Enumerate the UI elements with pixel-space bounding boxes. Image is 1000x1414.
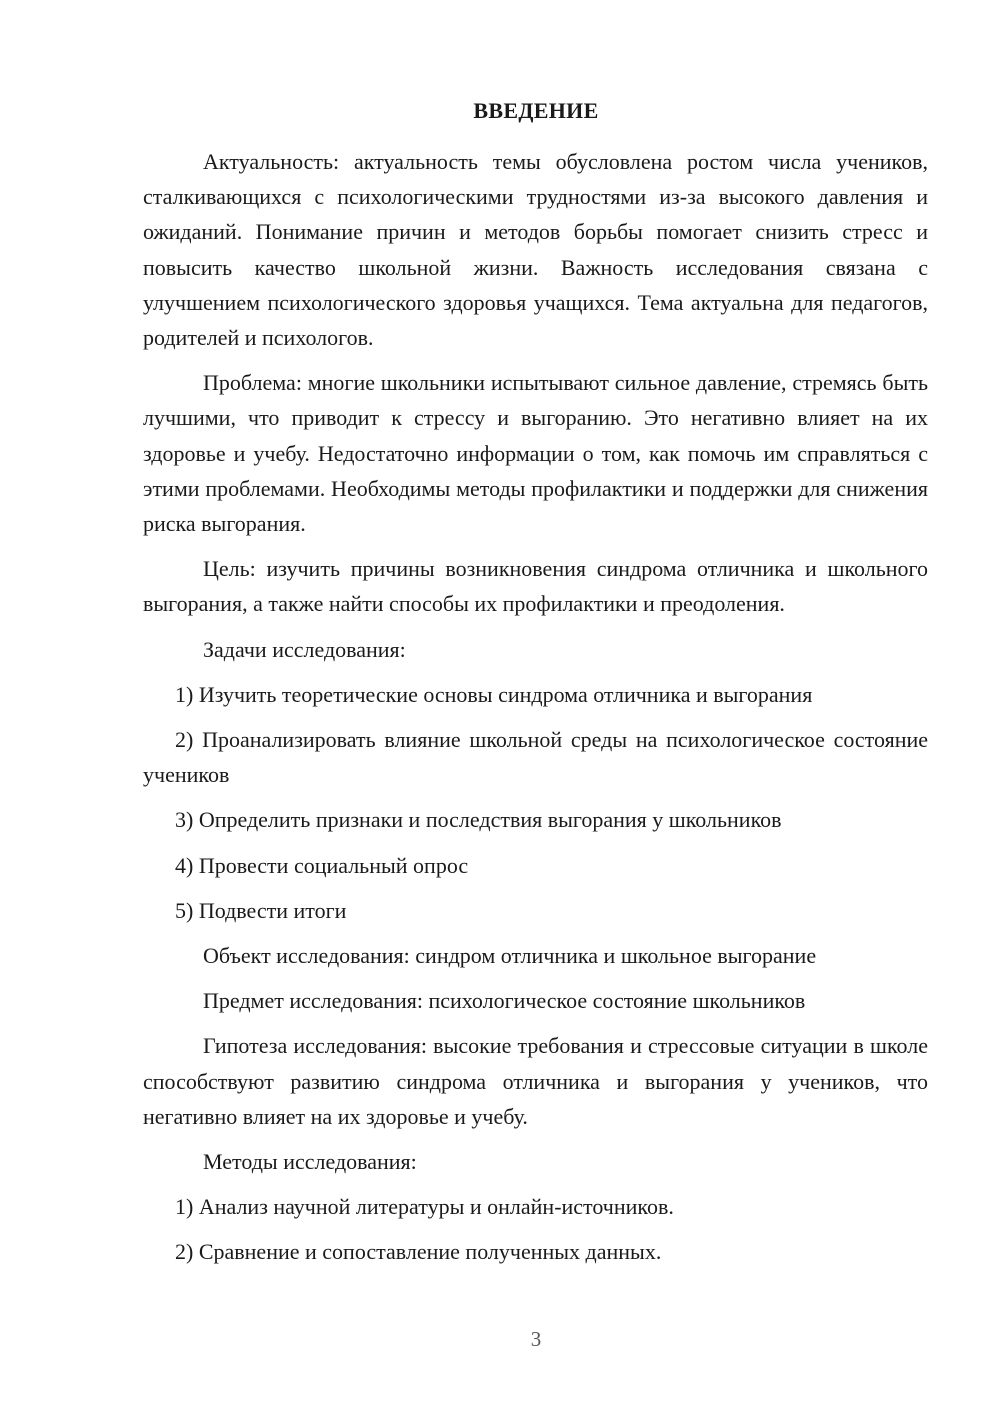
- task-item: 3) Определить признаки и последствия выгорания у школьников: [175, 807, 782, 833]
- goal-paragraph: Цель: изучить причины возникновения синдрома отличника и школьного выгорания, а также найти способы их профилактики и преодоления.: [143, 556, 928, 617]
- page-number: 3: [530, 1327, 542, 1351]
- document-body: [143, 144, 928, 1280]
- subject-paragraph: Предмет исследования: психологическое состояние школьников: [203, 988, 806, 1014]
- methods-heading: Методы исследования:: [203, 1149, 417, 1175]
- method-item: 1) Анализ научной литературы и онлайн-источников.: [175, 1194, 674, 1220]
- task-item: 2) Проанализировать влияние школьной среды на психологическое состояние учеников: [143, 727, 928, 788]
- relevance-paragraph: Актуальность: актуальность темы обусловлена ростом числа учеников, сталкивающихся с психологическими трудностями из-за высокого давления и ожиданий. Понимание причин и методов борьбы помогает снизить стресс и повысить качество школьной жизни. Важность исследования связана с улучшением психологического здоровья учащихся. Тема актуальна для педагогов, родителей и психологов.: [143, 149, 928, 351]
- task-item: 4) Провести социальный опрос: [175, 852, 469, 878]
- tasks-heading: Задачи исследования:: [203, 636, 406, 662]
- problem-paragraph: Проблема: многие школьники испытывают сильное давление, стремясь быть лучшими, что приводит к стрессу и выгоранию. Это негативно влияет на их здоровье и учебу. Недостаточно информации о том, как помочь им справляться с этими проблемами. Необходимы методы профилактики и поддержки для снижения риска выгорания.: [143, 370, 928, 537]
- hypothesis-paragraph: Гипотеза исследования: высокие требования и стрессовые ситуации в школе способствуют развитию синдрома отличника и выгорания у учеников, что негативно влияет на их здоровье и учебу.: [143, 1033, 928, 1129]
- object-paragraph: Объект исследования: синдром отличника и школьное выгорание: [203, 943, 817, 969]
- task-item: 5) Подвести итоги: [175, 897, 347, 923]
- method-item: 2) Сравнение и сопоставление полученных данных.: [175, 1239, 662, 1265]
- task-item: 1) Изучить теоретические основы синдрома отличника и выгорания: [175, 681, 813, 707]
- section-heading: ВВЕДЕНИЕ: [473, 98, 599, 123]
